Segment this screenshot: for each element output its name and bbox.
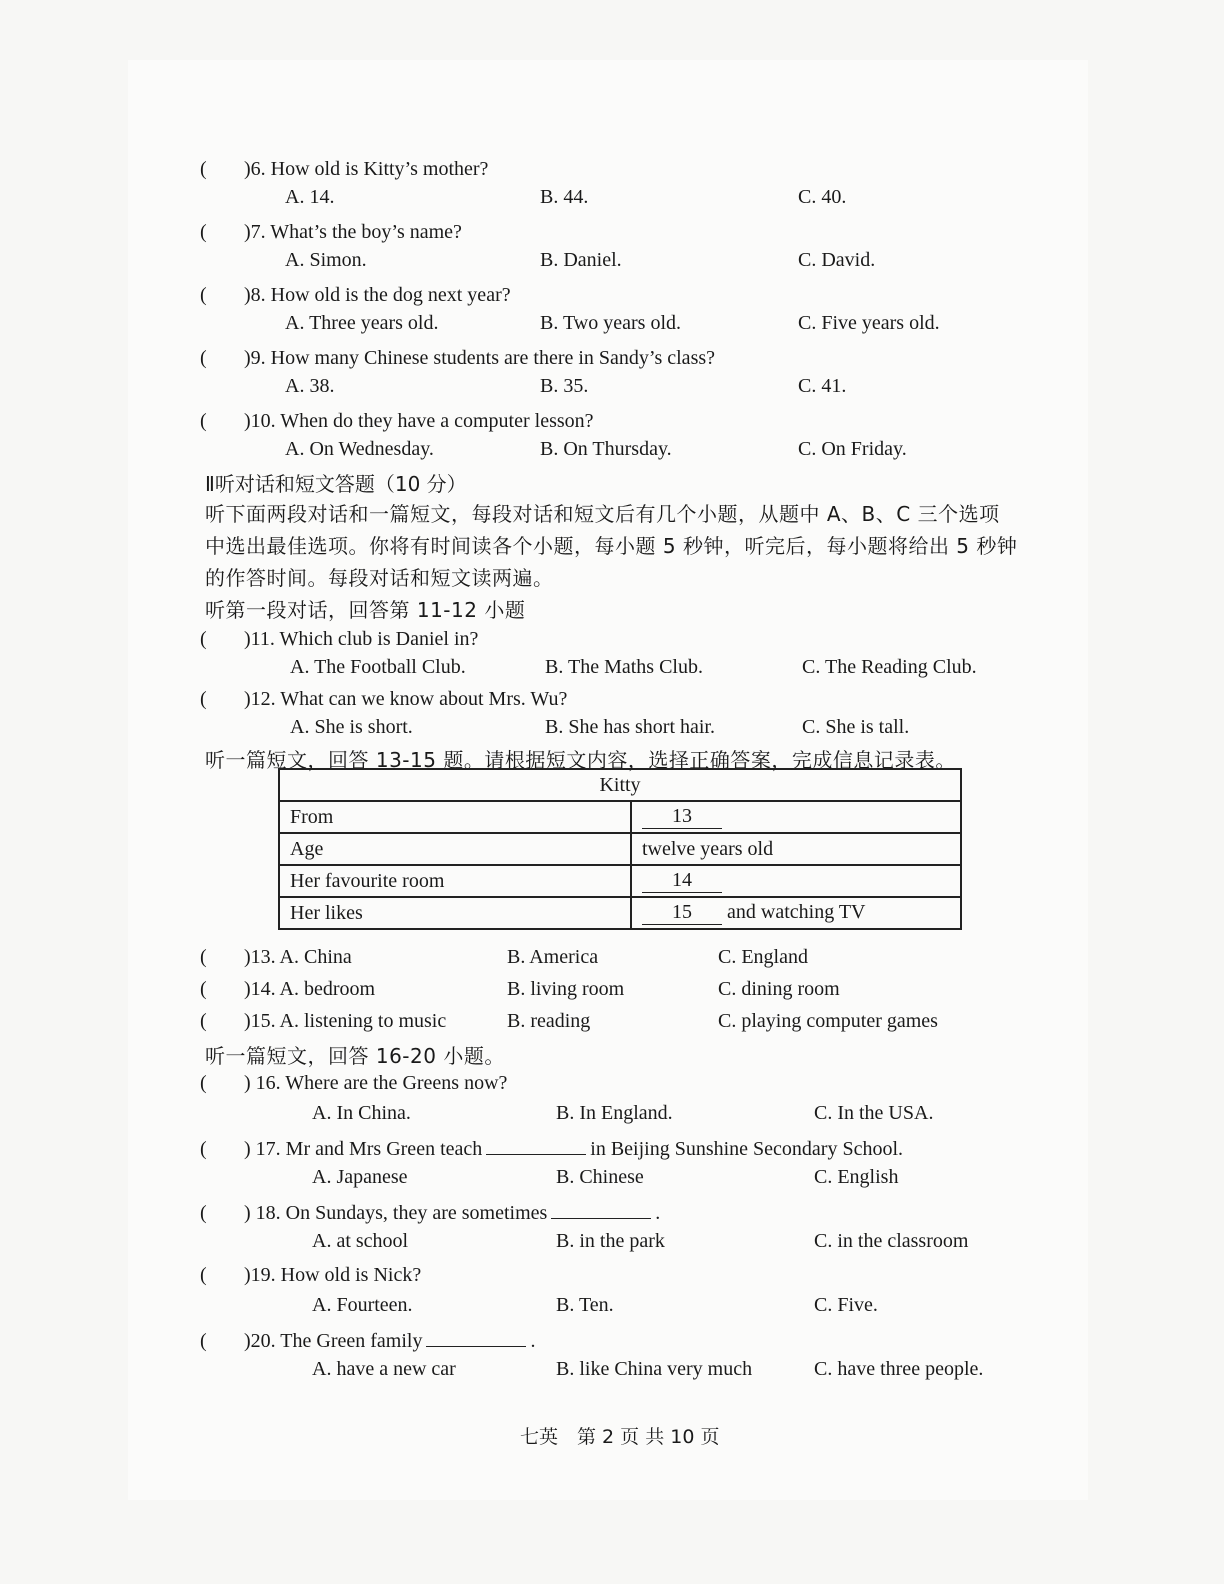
option-a[interactable]: A. have a new car	[312, 1358, 456, 1380]
question-stem: )7. What’s the boy’s name?	[244, 221, 462, 243]
option-b[interactable]: B. living room	[507, 978, 625, 1000]
option-c[interactable]: C. The Reading Club.	[802, 656, 977, 678]
answer-blank-15[interactable]: 15	[642, 901, 722, 925]
table-row	[279, 897, 961, 929]
question-stem: )8. How old is the dog next year?	[244, 284, 511, 306]
question-stem: )15. A. listening to music	[244, 1010, 447, 1032]
option-c[interactable]: C. dining room	[718, 978, 840, 1000]
answer-paren[interactable]: (	[200, 1138, 207, 1160]
option-a[interactable]: A. Japanese	[312, 1166, 408, 1188]
option-b[interactable]: B. 44.	[540, 186, 589, 208]
dialog-1-heading: 听第一段对话，回答第 11-12 小题	[205, 598, 526, 622]
table-row	[279, 833, 961, 865]
info-table	[278, 768, 962, 930]
question-line	[200, 946, 352, 969]
answer-paren[interactable]: (	[200, 158, 207, 180]
answer-blank[interactable]	[486, 1136, 586, 1155]
table-value	[631, 865, 961, 897]
option-b[interactable]: B. reading	[507, 1010, 591, 1032]
option-c[interactable]: C. in the classroom	[814, 1230, 969, 1252]
question-line	[200, 158, 488, 181]
option-c[interactable]: C. David.	[798, 249, 876, 271]
answer-paren[interactable]: (	[200, 978, 207, 1000]
answer-paren[interactable]: (	[200, 628, 207, 650]
question-stem: )12. What can we know about Mrs. Wu?	[244, 688, 568, 710]
option-b[interactable]: B. like China very much	[556, 1358, 753, 1380]
table-label: Her favourite room	[279, 865, 631, 897]
section-2-instruction-3: 的作答时间。每段对话和短文读两遍。	[205, 566, 554, 590]
page-footer: 七英 第 2 页 共 10 页	[520, 1426, 720, 1448]
option-c[interactable]: C. 40.	[798, 186, 847, 208]
option-a[interactable]: A. In China.	[312, 1102, 411, 1124]
passage-1-heading: 听一篇短文，回答 13-15 题。请根据短文内容，选择正确答案，完成信息记录表。	[205, 748, 956, 772]
question-stem: )13. A. China	[244, 946, 352, 968]
option-a[interactable]: A. Fourteen.	[312, 1294, 413, 1316]
question-line	[200, 628, 478, 651]
answer-paren[interactable]: (	[200, 688, 207, 710]
answer-paren[interactable]: (	[200, 284, 207, 306]
table-row	[279, 801, 961, 833]
question-line	[200, 1328, 535, 1353]
question-stem: )6. How old is Kitty’s mother?	[244, 158, 489, 180]
answer-paren[interactable]: (	[200, 1264, 207, 1286]
option-b[interactable]: B. In England.	[556, 1102, 673, 1124]
table-row	[279, 865, 961, 897]
question-line	[200, 221, 462, 244]
question-stem: )9. How many Chinese students are there in Sandy’s class?	[244, 347, 716, 369]
option-c[interactable]: C. playing computer games	[718, 1010, 938, 1032]
option-c[interactable]: C. Five.	[814, 1294, 878, 1316]
option-b[interactable]: B. She has short hair.	[545, 716, 715, 738]
option-a[interactable]: A. 14.	[285, 186, 335, 208]
option-b[interactable]: B. Two years old.	[540, 312, 681, 334]
answer-blank[interactable]	[426, 1328, 526, 1347]
question-line	[200, 284, 511, 307]
option-b[interactable]: B. On Thursday.	[540, 438, 672, 460]
answer-paren[interactable]: (	[200, 221, 207, 243]
option-c[interactable]: C. 41.	[798, 375, 847, 397]
question-line	[200, 1072, 507, 1095]
option-a[interactable]: A. The Football Club.	[290, 656, 466, 678]
option-a[interactable]: A. at school	[312, 1230, 409, 1252]
table-label: Her likes	[279, 897, 631, 929]
question-line	[200, 347, 715, 370]
question-stem: )10. When do they have a computer lesson?	[244, 410, 594, 432]
table-value: twelve years old	[631, 833, 961, 865]
question-stem: )20. The Green family	[244, 1330, 423, 1352]
info-table-title: Kitty	[279, 769, 961, 801]
question-line	[200, 1264, 421, 1287]
question-stem: ) 16. Where are the Greens now?	[244, 1072, 508, 1094]
question-stem: )19. How old is Nick?	[244, 1264, 422, 1286]
question-stem: )14. A. bedroom	[244, 978, 376, 1000]
question-line	[200, 410, 594, 433]
option-b[interactable]: B. Chinese	[556, 1166, 644, 1188]
question-stem: )11. Which club is Daniel in?	[244, 628, 479, 650]
answer-paren[interactable]: (	[200, 1072, 207, 1094]
option-c[interactable]: C. She is tall.	[802, 716, 910, 738]
table-value	[631, 897, 961, 929]
option-b[interactable]: B. in the park	[556, 1230, 665, 1252]
option-a[interactable]: A. 38.	[285, 375, 335, 397]
option-a[interactable]: A. On Wednesday.	[285, 438, 434, 460]
answer-paren[interactable]: (	[200, 1010, 207, 1032]
table-label: Age	[279, 833, 631, 865]
answer-blank-13[interactable]: 13	[642, 805, 722, 829]
answer-paren[interactable]: (	[200, 1330, 207, 1352]
option-a[interactable]: A. She is short.	[290, 716, 413, 738]
option-c[interactable]: C. English	[814, 1166, 899, 1188]
option-b[interactable]: B. 35.	[540, 375, 589, 397]
likes-suffix: and watching TV	[727, 901, 866, 923]
option-c[interactable]: C. have three people.	[814, 1358, 984, 1380]
section-2-title: Ⅱ听对话和短文答题（10 分）	[205, 472, 467, 496]
option-c[interactable]: C. England	[718, 946, 808, 968]
option-c[interactable]: C. On Friday.	[798, 438, 907, 460]
question-line	[200, 1136, 903, 1161]
answer-paren[interactable]: (	[200, 347, 207, 369]
option-c[interactable]: C. In the USA.	[814, 1102, 934, 1124]
answer-paren[interactable]: (	[200, 1202, 207, 1224]
question-stem: ) 18. On Sundays, they are sometimes	[244, 1202, 548, 1224]
question-tail: in Beijing Sunshine Secondary School.	[590, 1138, 904, 1160]
option-a[interactable]: A. Simon.	[285, 249, 367, 271]
option-b[interactable]: B. The Maths Club.	[545, 656, 703, 678]
table-value	[631, 801, 961, 833]
option-b[interactable]: B. America	[507, 946, 599, 968]
question-tail: .	[655, 1202, 661, 1224]
answer-paren[interactable]: (	[200, 946, 207, 968]
table-label: From	[279, 801, 631, 833]
option-b[interactable]: B. Ten.	[556, 1294, 614, 1316]
question-tail: .	[530, 1330, 536, 1352]
answer-blank-14[interactable]: 14	[642, 869, 722, 893]
question-line	[200, 1200, 660, 1225]
question-line	[200, 978, 375, 1001]
question-stem: ) 17. Mr and Mrs Green teach	[244, 1138, 483, 1160]
answer-blank[interactable]	[551, 1200, 651, 1219]
passage-2-heading: 听一篇短文，回答 16-20 小题。	[205, 1044, 505, 1068]
option-a[interactable]: A. Three years old.	[285, 312, 439, 334]
section-2-instruction-2: 中选出最佳选项。你将有时间读各个小题，每小题 5 秒钟，听完后，每小题将给出 5 秒钟	[205, 534, 1018, 558]
answer-paren[interactable]: (	[200, 410, 207, 432]
question-line	[200, 1010, 446, 1033]
section-2-instruction-1: 听下面两段对话和一篇短文，每段对话和短文后有几个小题，从题中 A、B、C 三个选项	[205, 502, 1000, 526]
option-b[interactable]: B. Daniel.	[540, 249, 622, 271]
option-c[interactable]: C. Five years old.	[798, 312, 940, 334]
question-line	[200, 688, 567, 711]
